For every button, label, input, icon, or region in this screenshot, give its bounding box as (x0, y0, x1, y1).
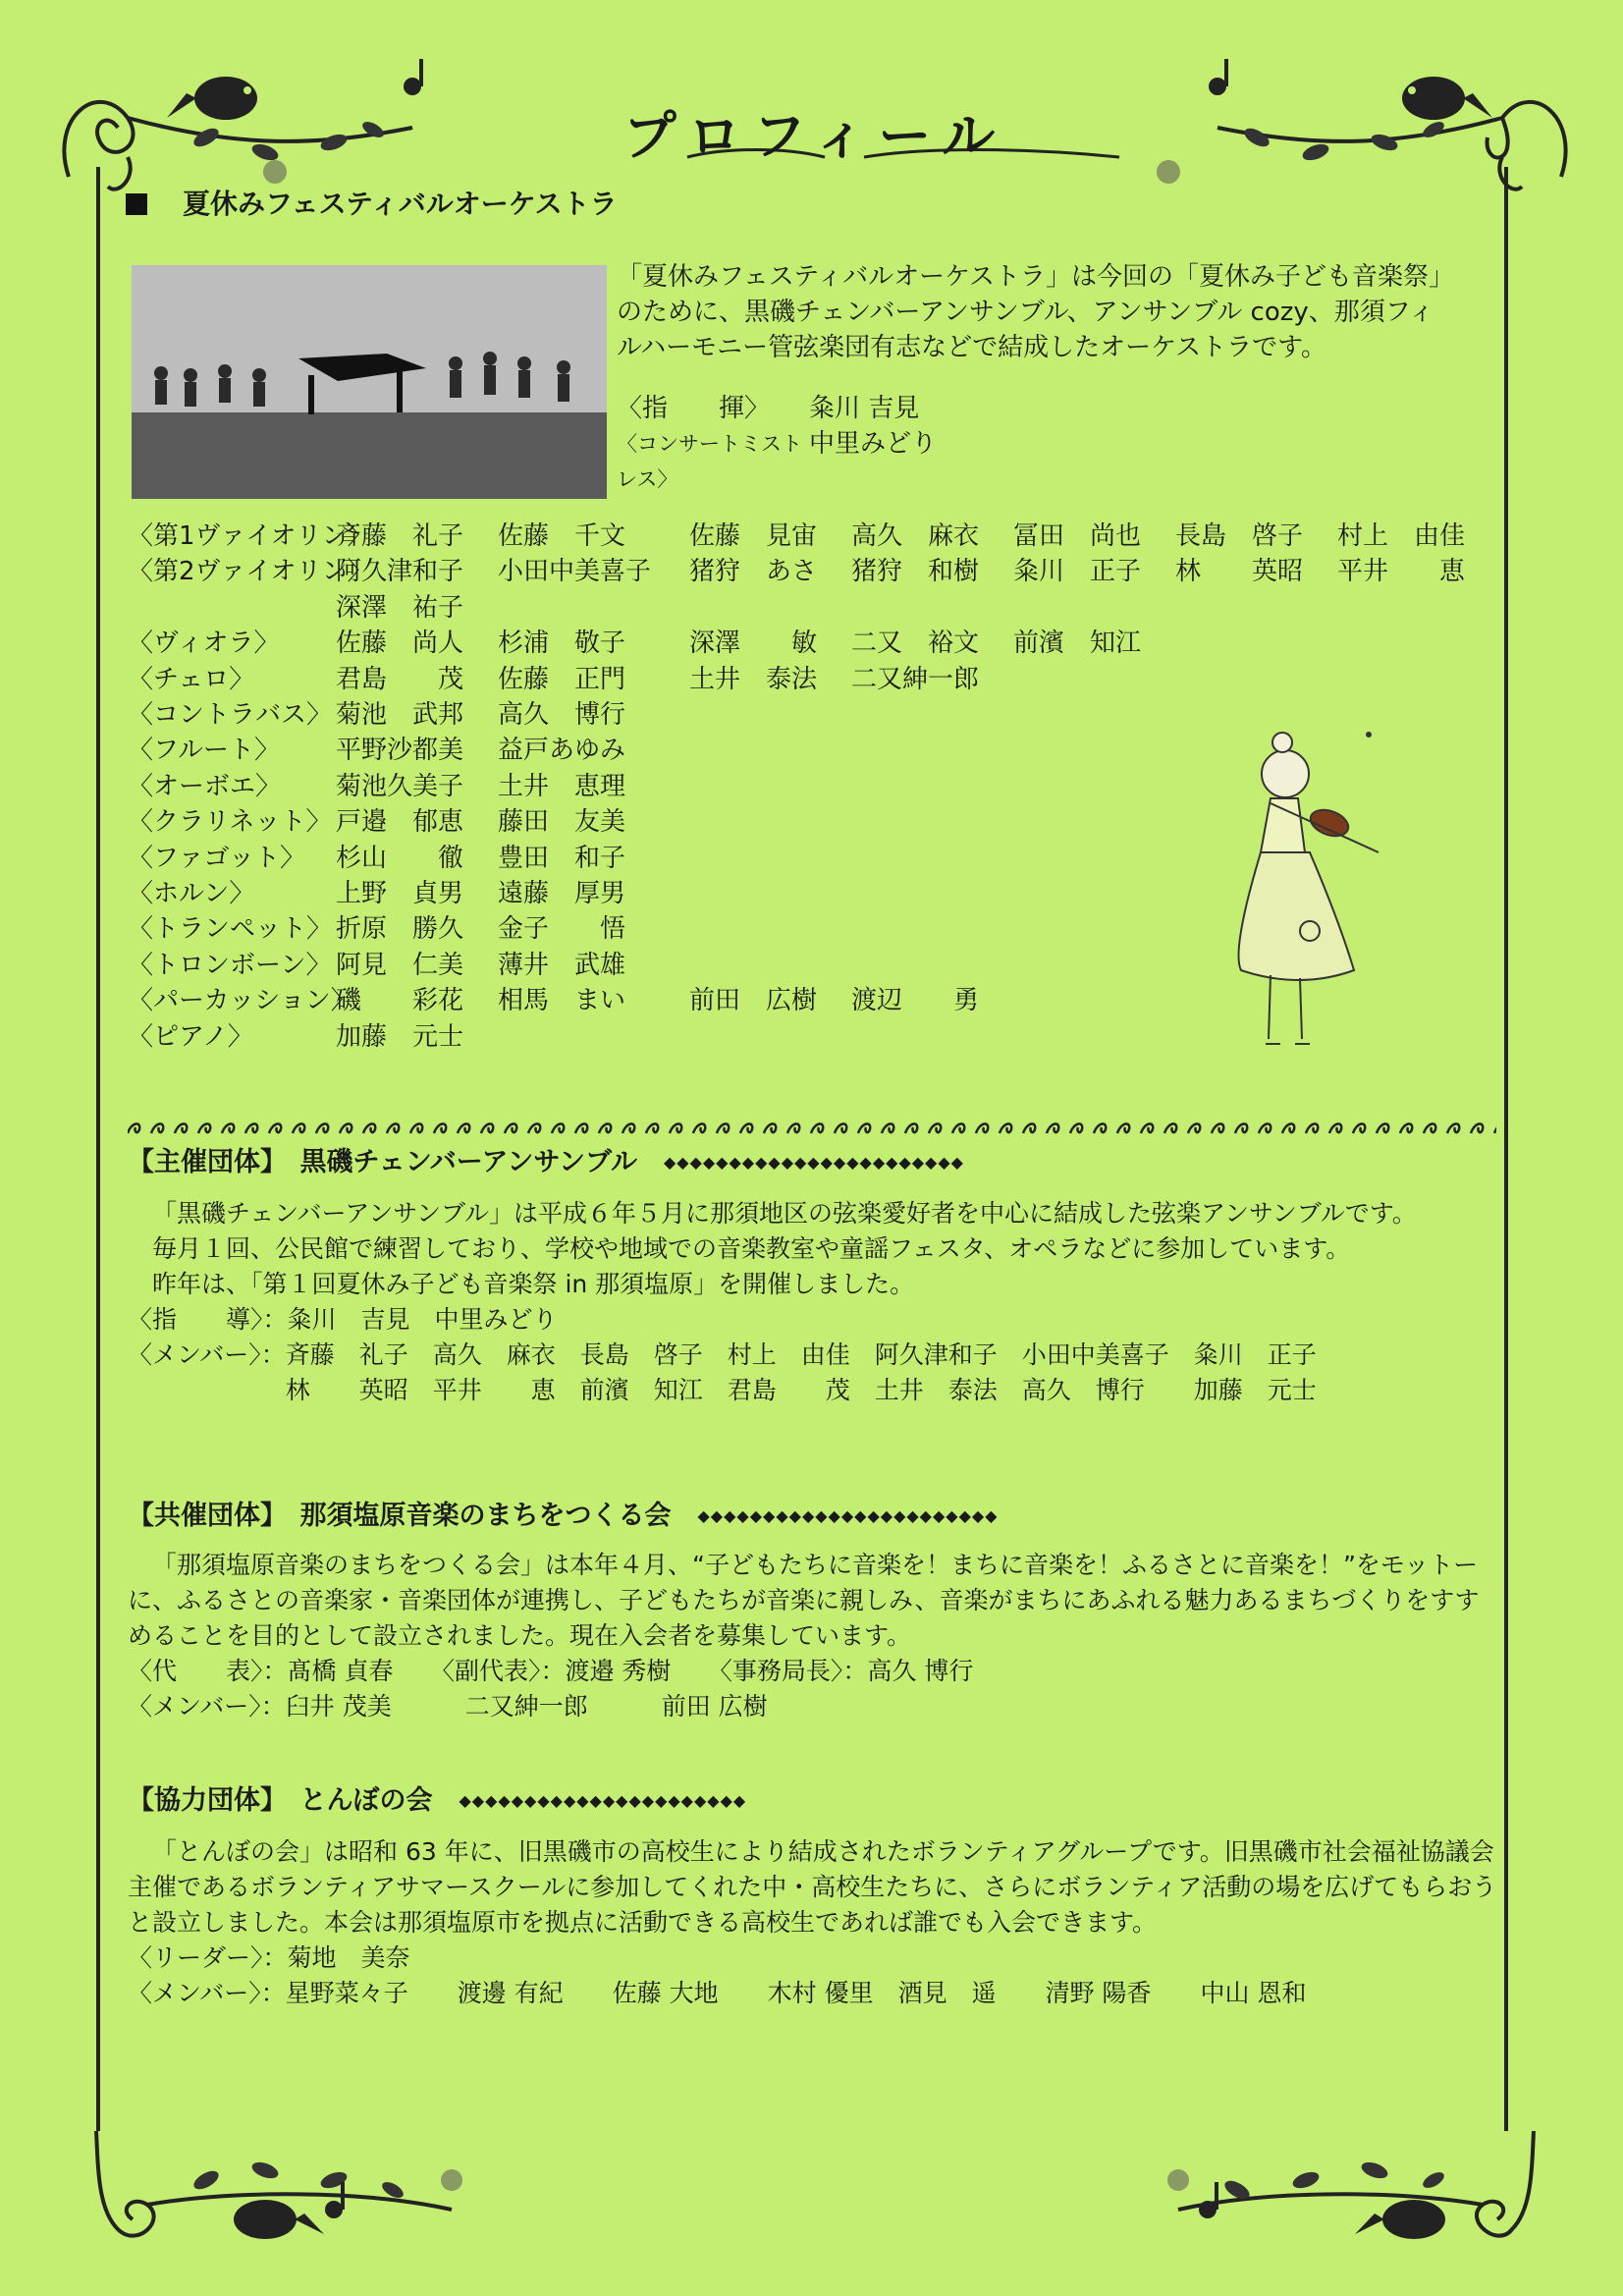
member-name: 菊池久美子 (336, 771, 464, 801)
member-name: 杉山 徹 (336, 843, 464, 873)
member-name: 渡辺 勇 (851, 986, 980, 1016)
host-heading: 【主催団体】 黒磯チェンバーアンサンブル ◆◆◆◆◆◆◆◆◆◆◆◆◆◆◆◆◆◆◆◆◆◆◆ (128, 1147, 964, 1177)
mistress-name: 中里みどり (809, 429, 938, 459)
member-name: 長島 啓子 (1175, 521, 1304, 551)
roster-row (128, 626, 1502, 661)
member-name: 君島 茂 (336, 664, 464, 694)
member-name: 前田 広樹 (689, 986, 818, 1016)
member-name: 佐藤 見宙 (689, 521, 818, 551)
bird-icon (234, 2200, 324, 2239)
member-name: 土井 泰法 (689, 664, 818, 694)
bird-icon (1402, 77, 1492, 120)
member-name: 相馬 まい (498, 986, 626, 1016)
member-name: 猪狩 あさ (689, 557, 818, 587)
roster-row (128, 554, 1502, 589)
member-name: 二又 裕文 (851, 629, 980, 659)
instrument-label: 〈コントラバス〉 (128, 700, 333, 731)
member-name: 土井 恵理 (498, 771, 626, 801)
orchestra-section (126, 187, 1481, 222)
roster-row (128, 590, 1502, 626)
instrument-label: 〈フルート〉 (128, 736, 280, 766)
member-name: 高久 博行 (498, 700, 626, 731)
member-name: 遠藤 厚男 (498, 879, 626, 909)
instrument-label: 〈ホルン〉 (128, 879, 255, 909)
member-name: 佐藤 尚人 (336, 629, 464, 659)
host-guide: 〈指 導〉： 粂川 吉見 中里みどり (128, 1305, 558, 1334)
member-name: 豊田 和子 (498, 843, 626, 873)
member-name: 阿久津和子 (336, 557, 464, 587)
support-heading: 【協力団体】 とんぼの会 ◆◆◆◆◆◆◆◆◆◆◆◆◆◆◆◆◆◆◆◆◆◆ (128, 1785, 747, 1816)
member-name: 益戸あゆみ (498, 736, 626, 766)
square-bullet-icon (126, 193, 147, 215)
instrument-label: 〈ファゴット〉 (128, 843, 305, 873)
instrument-label: 〈ピアノ〉 (128, 1021, 253, 1052)
instrument-label: 〈ヴィオラ〉 (128, 629, 280, 659)
page-title: プロフィール (622, 105, 1007, 167)
bird-icon (1355, 2200, 1445, 2239)
cohost-paragraph: 「那須塩原音楽のまちをつくる会」は本年４月、“子どもたちに音楽を！まちに音楽を！ふるさとに音楽を！”をモットーに、ふるさとの音楽家・音楽団体が連携し、子どもたちが音楽に親しみ、音楽がまちにあふれる魅力あるまちづくりをすすめることを目的として設立されました。現在入会者を募集しています。 (128, 1551, 1480, 1650)
instrument-label: 〈第2ヴァイオリン〉 (128, 557, 373, 587)
bird-icon (167, 77, 257, 120)
decorative-divider (128, 1121, 1496, 1137)
orchestra-heading: 夏休みフェスティバルオーケストラ (126, 187, 1481, 222)
member-name: 猪狩 和樹 (851, 557, 980, 587)
orchestra-photo (132, 265, 607, 499)
member-name: 冨田 尚也 (1013, 521, 1142, 551)
member-name: 折原 勝久 (336, 914, 464, 945)
host-section: 【主催団体】 黒磯チェンバーアンサンブル ◆◆◆◆◆◆◆◆◆◆◆◆◆◆◆◆◆◆◆◆◆◆◆ 「黒磯チェンバーアンサンブル」は平成６年５月に那須地区の弦楽愛好者を中心に結成した弦楽アンサンブルです。 毎月１回、公民館で練習しており、学校や地域での音楽教室や童謡フェスタ、オペラなどに参加しています。 昨年は、「第１回夏休み子ども音楽祭 in 那須塩原」を開催しました。 〈指 導〉： 粂川 吉見 中里みどり 〈メンバー〉： 斉藤 礼子 高久 麻衣 長島 啓子 村上 由佳 阿久津和子 小田中美喜子 粂川 正子 林 英昭 平井 恵 前濱 知江 君島 茂 土井 泰法 高久 博行 加藤 元士 (128, 1145, 1502, 1408)
instrument-label: 〈トランペット〉 (128, 914, 333, 945)
member-name: 平井 恵 (1337, 557, 1466, 587)
member-name: 磯 彩花 (336, 986, 464, 1016)
member-name: 佐藤 正門 (498, 664, 626, 694)
support-members: 〈メンバー〉：星野菜々子 渡邊 有紀 佐藤 大地 木村 優里 酒見 遥 清野 陽香 中山 恩和 (128, 1979, 1307, 2007)
violinist-illustration (1212, 725, 1388, 1049)
member-name: 二又紳一郎 (851, 664, 980, 694)
cohost-members: 〈メンバー〉：臼井 茂美 二又紳一郎 前田 広樹 (128, 1692, 768, 1721)
orchestra-intro: 「夏休みフェスティバルオーケストラ」は今回の「夏休み子ども音楽祭」 のために、黒磯チェンバーアンサンブル、アンサンブル cozy、那須フィ ルハーモニー管弦楽団有志などで結成したオーケストラです。 (617, 262, 1455, 362)
member-name: 深澤 敏 (689, 629, 818, 659)
member-name: 菊池 武邦 (336, 700, 464, 731)
support-section (128, 1783, 1502, 2011)
support-leader: 〈リーダー〉：菊地 美奈 (128, 1943, 410, 1972)
host-paragraph-2: 毎月１回、公民館で練習しており、学校や地域での音楽教室や童謡フェスタ、オペラなどに参加しています。 (152, 1234, 1351, 1263)
conductor-block: 〈指 揮〉 粂川 吉見 〈コンサートミストレス〉 中里みどり (617, 391, 1304, 497)
support-paragraph: 「とんぼの会」は昭和 63 年に、旧黒磯市の高校生により結成されたボランティアグループです。旧黒磯市社会福祉協議会主催であるボランティアサマースクールに参加してくれた中・高校生たちに、さらにボランティア活動の場を広げてもらおうと設立しました。本会は那須塩原市を拠点に活動できる高校生であれば誰でも入会できます。 (128, 1837, 1497, 1937)
member-name: 上野 貞男 (336, 879, 464, 909)
instrument-label: 〈チェロ〉 (128, 664, 255, 694)
conductor-name: 粂川 吉見 (809, 394, 920, 423)
roster-row (128, 662, 1502, 697)
member-name: 藤田 友美 (498, 807, 626, 838)
member-name: 平野沙都美 (336, 736, 464, 766)
cohost-reps: 〈代 表〉：髙橋 貞春 〈副代表〉：渡邉 秀樹 〈事務局長〉：高久 博行 (128, 1657, 974, 1685)
member-name: 村上 由佳 (1337, 521, 1466, 551)
host-members: 〈メンバー〉： 斉藤 礼子 高久 麻衣 長島 啓子 村上 由佳 阿久津和子 小田中美喜子 粂川 正子 (128, 1340, 1317, 1369)
member-name: 戸邉 郁恵 (336, 807, 464, 838)
member-name: 深澤 祐子 (336, 592, 464, 623)
member-name: 加藤 元士 (336, 1021, 464, 1052)
instrument-label: 〈パーカッション〉 (128, 986, 356, 1016)
member-name: 薄井 武雄 (498, 950, 626, 980)
member-name: 杉浦 敬子 (498, 629, 626, 659)
member-name: 阿見 仁美 (336, 950, 464, 980)
member-name: 小田中美喜子 (498, 557, 652, 587)
roster-row (128, 519, 1502, 554)
cohost-section (128, 1499, 1502, 1724)
member-name: 粂川 正子 (1013, 557, 1142, 587)
host-paragraph-1: 「黒磯チェンバーアンサンブル」は平成６年５月に那須地区の弦楽愛好者を中心に結成した弦楽アンサンブルです。 (152, 1199, 1417, 1228)
instrument-label: 〈第1ヴァイオリン〉 (128, 521, 373, 551)
member-name: 斉藤 礼子 (336, 521, 464, 551)
bottom-vine-ornament (39, 2111, 1591, 2259)
instrument-label (128, 590, 336, 626)
instrument-label: 〈クラリネット〉 (128, 807, 332, 838)
member-name: 林 英昭 (1175, 557, 1304, 587)
member-name: 金子 悟 (498, 914, 626, 945)
instrument-label: 〈トロンボーン〉 (128, 950, 332, 980)
instrument-label: 〈オーボエ〉 (128, 771, 282, 801)
member-name: 佐藤 千文 (498, 521, 626, 551)
member-name: 前濱 知江 (1013, 629, 1142, 659)
cohost-heading: 【共催団体】 那須塩原音楽のまちをつくる会 ◆◆◆◆◆◆◆◆◆◆◆◆◆◆◆◆◆◆◆◆◆◆◆ (128, 1501, 999, 1531)
host-paragraph-3: 昨年は、「第１回夏休み子ども音楽祭 in 那須塩原」を開催しました。 (152, 1270, 915, 1298)
music-note-icon (404, 59, 1228, 95)
member-name: 高久 麻衣 (851, 521, 980, 551)
